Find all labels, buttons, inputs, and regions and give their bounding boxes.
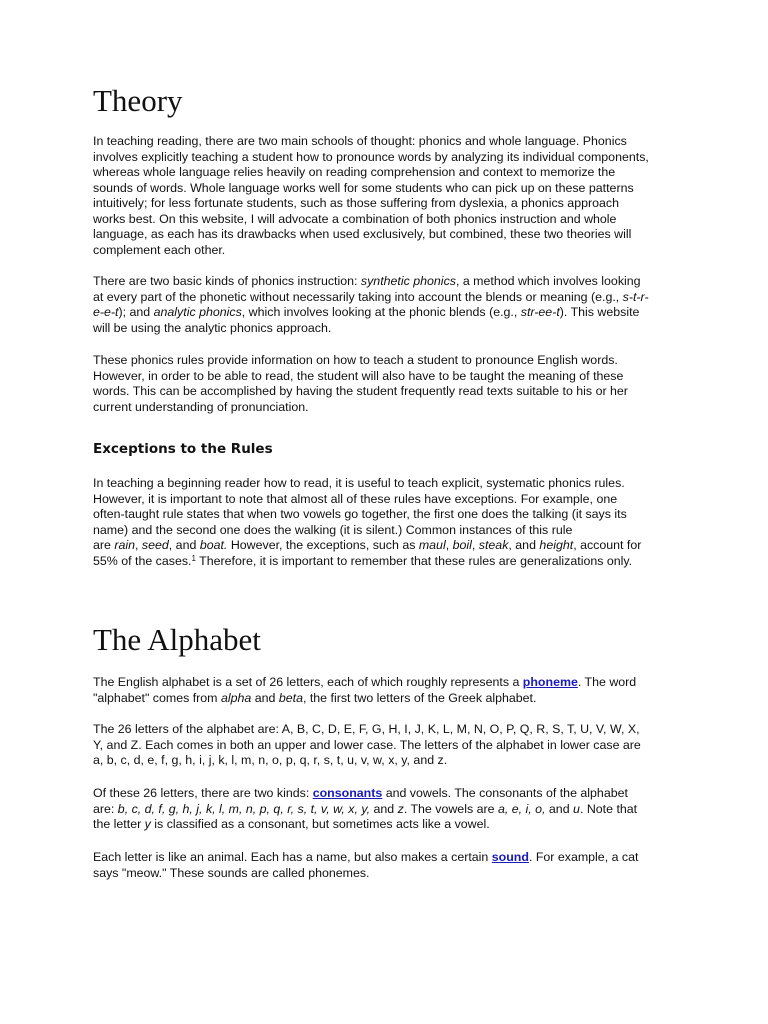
text-line: Of these 26 letters, there are two kinds: consonants and vowels. The consonants of the alphabet (93, 786, 628, 800)
alphabet-paragraph-2 (93, 722, 673, 769)
exceptions-paragraph (93, 476, 673, 569)
text-line: 55% of the cases.$^1$ Therefore, it is important to remember that these rules are generalizations only. (93, 553, 633, 568)
exceptions-heading: Exceptions to the Rules (93, 441, 273, 457)
synthetic-phonics-term: synthetic phonics (360, 274, 456, 288)
text-line: In teaching a beginning reader how to read, it is useful to teach explicit, systematic phonics rules. (93, 476, 625, 490)
text-line: The 26 letters of the alphabet are: A, B, C, D, E, F, G, H, I, J, K, L, M, N, O, P, Q, R, S, T, U, V, W, X, (93, 722, 640, 736)
text-line: The English alphabet is a set of 26 letters, each of which roughly represents a phoneme. The word (93, 675, 637, 689)
theory-paragraph-2 (93, 274, 673, 336)
text-line: However, in order to be able to read, the student will also have to be taught the meaning of these (93, 368, 624, 383)
text-line: intuitively; for less fortunate students, such as those suffering from dyslexia, a phonics approach (93, 196, 619, 210)
text-line: language, as each has its drawbacks when used exclusively, but combined, these two theories will (93, 227, 632, 241)
alphabet-paragraph-1 (93, 675, 673, 706)
alphabet-heading: The Alphabet (93, 622, 261, 657)
theory-paragraph-1 (93, 134, 673, 258)
text-line: are rain, seed, and boat. However, the exceptions, such as maul, boil, steak, and height, account for (93, 538, 642, 552)
text-line: the letter y is classified as a consonant, but sometimes acts like a vowel. (93, 817, 490, 831)
text-line: current understanding of pronunciation. (93, 399, 309, 414)
phoneme-link[interactable]: phoneme (522, 675, 578, 689)
text-line: whereas whole language relies heavily on reading comprehension and context to memorize the (93, 165, 616, 179)
text-line: words. This can be accomplished by having the student frequently read texts suitable to his or her (93, 384, 628, 398)
text-line: Y, and Z. Each comes in both an upper and lower case. The letters of the alphabet in lower case are (93, 737, 641, 752)
text-line: name) and the second one does the walking (it is silent.) Common instances of this rule (93, 522, 573, 537)
text-line: Each letter is like an animal. Each has a name, but also makes a certain sound. For example, a cat (93, 850, 639, 864)
text-line: often-taught rule states that when two vowels go together, the first one does the talking (it says its (93, 507, 627, 521)
analytic-phonics-term: analytic phonics (153, 305, 242, 319)
theory-heading: Theory (93, 83, 183, 118)
text-line: involves explicitly teaching a student how to pronounce words by analyzing its individual components, (93, 149, 649, 164)
text-line: complement each other. (93, 242, 226, 257)
text-line: a, b, c, d, e, f, g, h, i, j, k, l, m, n, o, p, q, r, s, t, u, v, w, x, y, and z. (93, 753, 448, 767)
consonants-link[interactable]: consonants (312, 786, 383, 800)
alphabet-paragraph-4 (93, 850, 673, 881)
text-line: sounds of words. Whole language works well for some students who can pick up on these patterns (93, 180, 634, 195)
text-line: There are two basic kinds of phonics instruction: synthetic phonics, a method which involves looking (93, 274, 641, 288)
footnote-marker: 1 (191, 553, 196, 563)
theory-paragraph-3 (93, 353, 673, 415)
text-line: These phonics rules provide information on how to teach a student to pronounce English words. (93, 353, 618, 367)
text-line: "alphabet" comes from alpha and beta, the first two letters of the Greek alphabet. (93, 690, 537, 705)
text-line: works best. On this website, I will advocate a combination of both phonics instruction and whole (93, 211, 617, 226)
alphabet-paragraph-3 (93, 786, 673, 833)
text-line: will be using the analytic phonics approach. (93, 320, 332, 335)
text-line: says "meow." These sounds are called phonemes. (93, 865, 370, 880)
text-line: are: b, c, d, f, g, h, j, k, l, m, n, p, q, r, s, t, v, w, x, y, and z. The vowels are a, e, i, o, and u. Note that (93, 801, 638, 816)
sound-link[interactable]: sound (491, 850, 529, 864)
text-line: However, it is important to note that almost all of these rules have exceptions. For example, one (93, 491, 618, 506)
text-line: In teaching reading, there are two main schools of thought: phonics and whole language. Phonics (93, 134, 627, 148)
text-line: at every part of the phonetic without necessarily taking into account the blends or meaning (e.g., s-t-r- (93, 289, 649, 304)
text-line: e-e-t); and analytic phonics, which involves looking at the phonic blends (e.g., str-ee-t). This website (93, 305, 640, 319)
